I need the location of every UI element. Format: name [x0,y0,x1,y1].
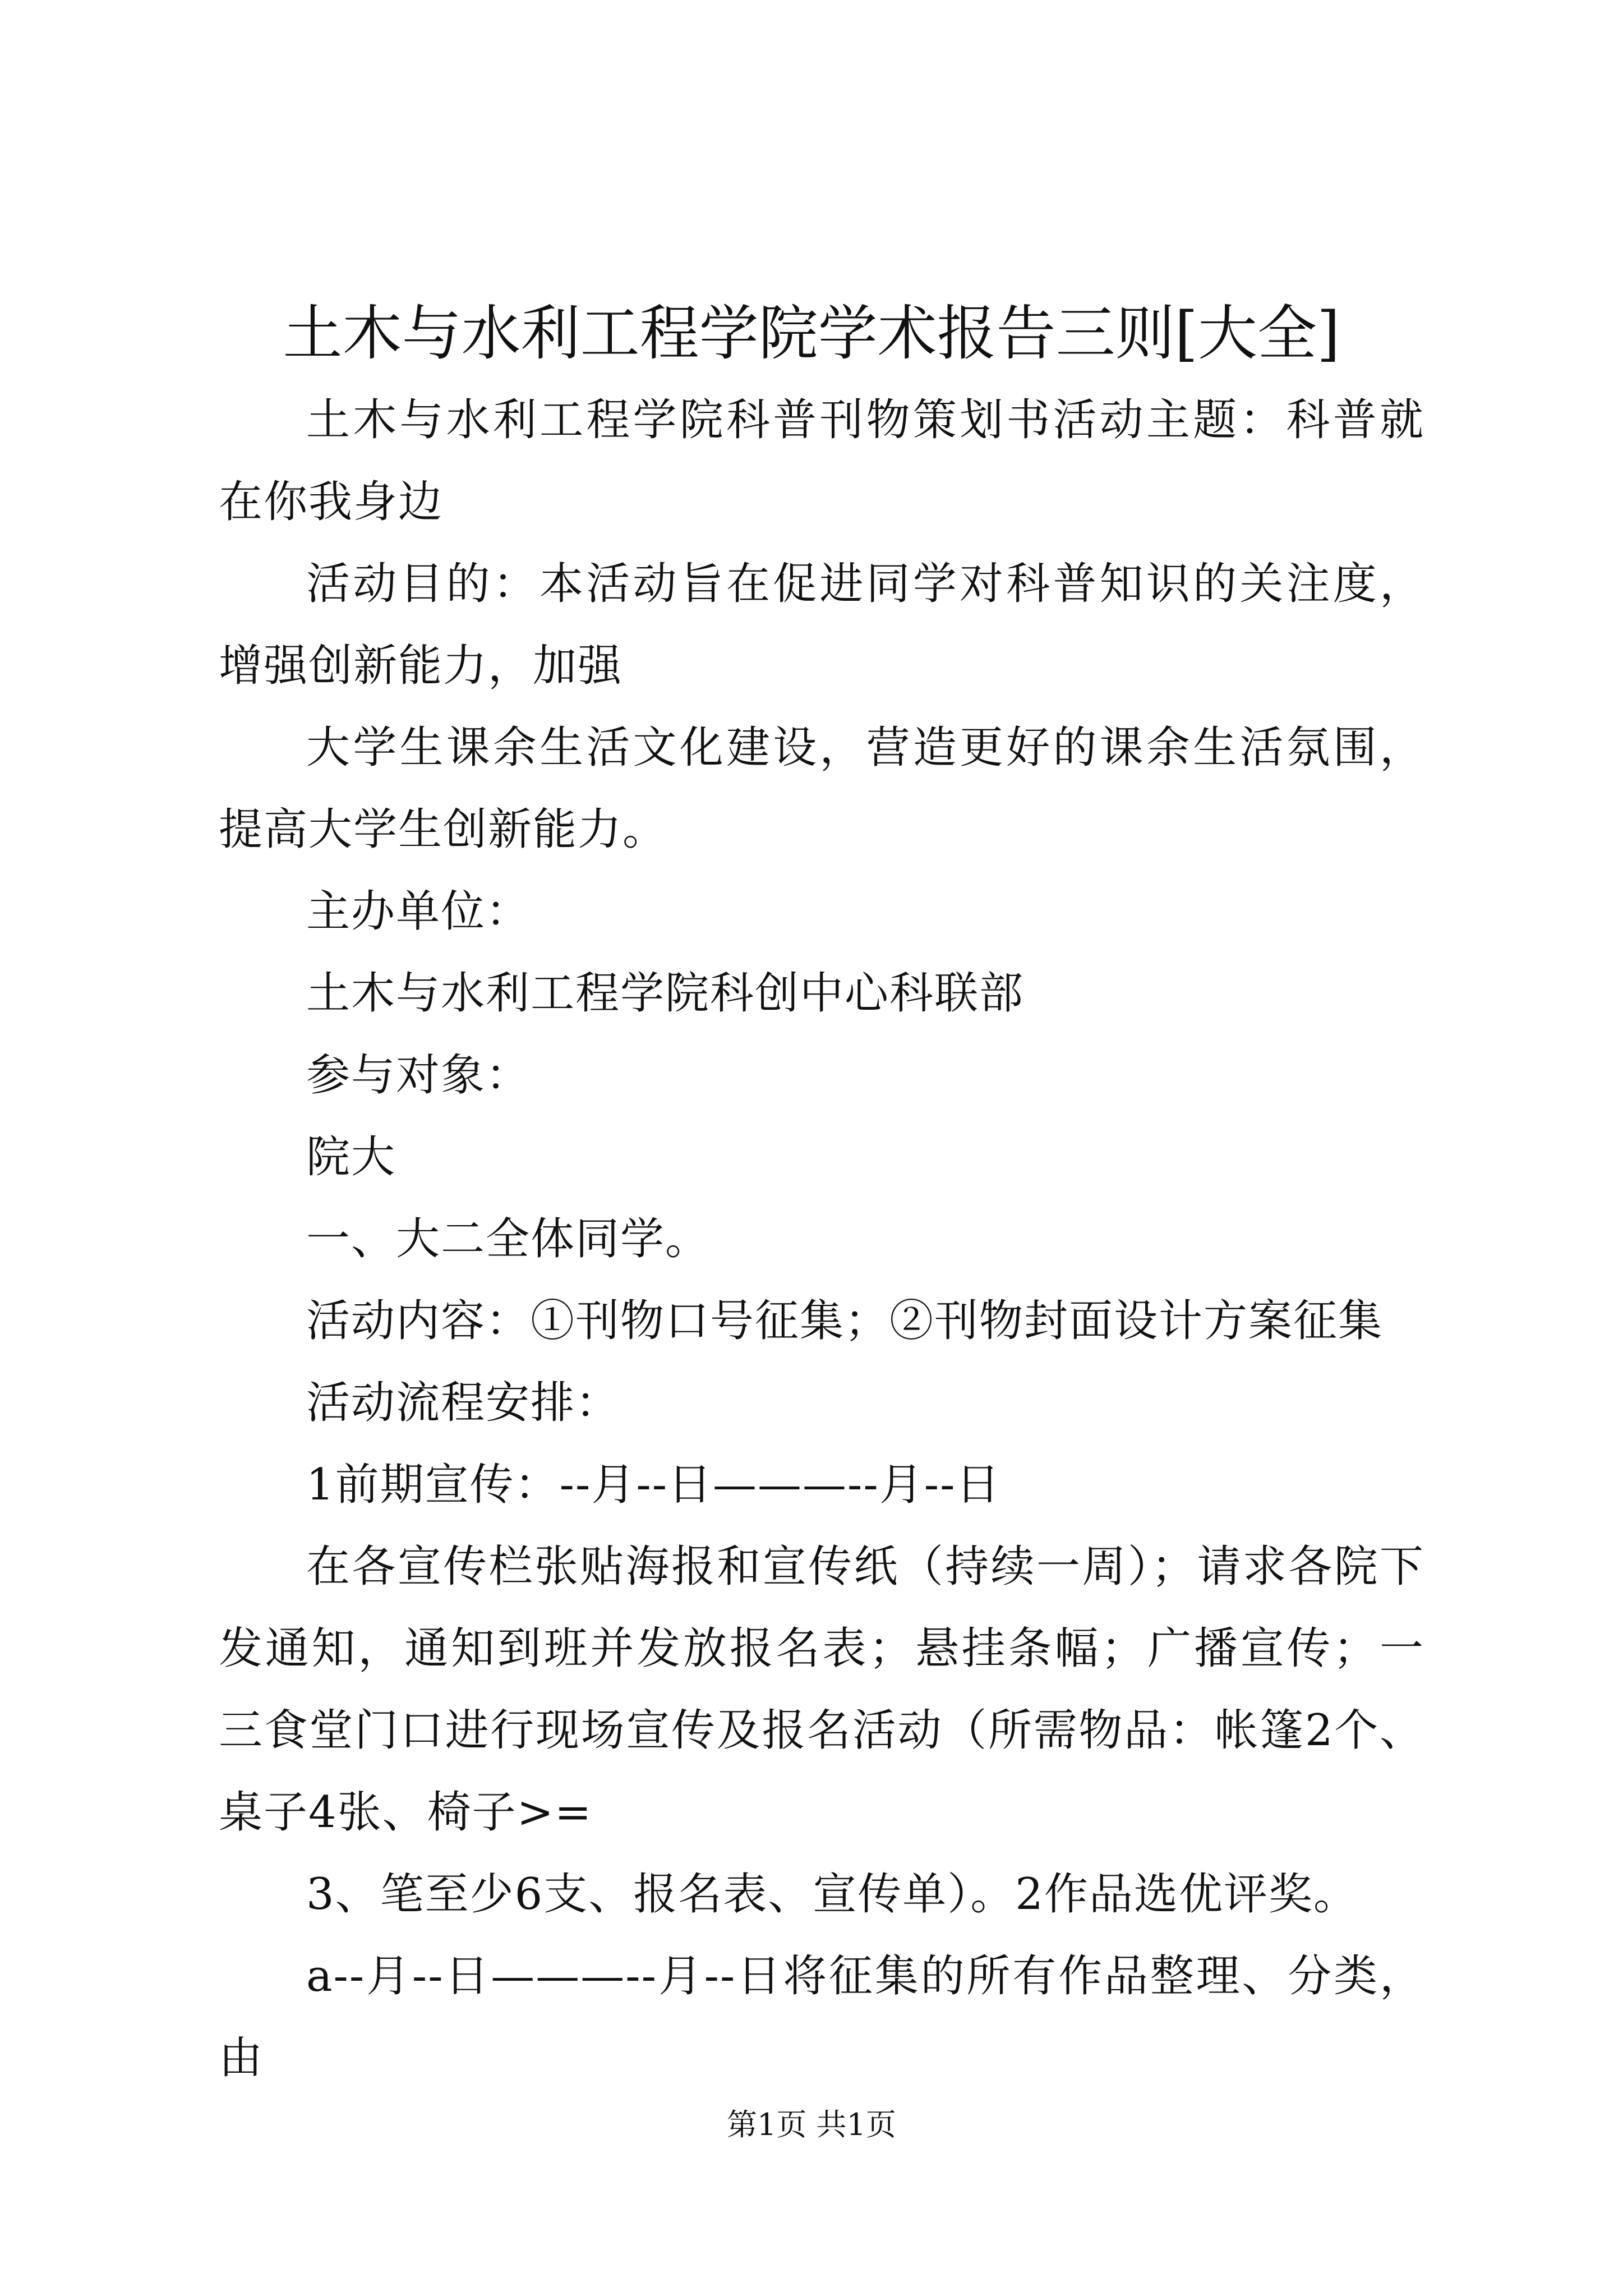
paragraph: 活动目的：本活动旨在促进同学对科普知识的关注度，增强创新能力，加强 [219,559,1424,691]
paragraph: 活动内容：①刊物口号征集；②刊物封面设计方案征集 [306,1296,1384,1346]
paragraph: 活动流程安排： [306,1378,621,1428]
paragraph: 主办单位： [306,886,531,937]
paragraph: 土木与水利工程学院科创中心科联部 [306,968,1025,1019]
paragraph: 院大 [306,1132,396,1182]
paragraph: 在各宣传栏张贴海报和宣传纸（持续一周）；请求各院下发通知，通知到班并发放报名表；悬挂条幅；广播宣传；一三食堂门口进行现场宣传及报名活动（所需物品：帐篷2个、桌子4张、椅子>= [219,1542,1424,1838]
paragraph: a--月--日———--月--日将征集的所有作品整理、分类，由 [219,1951,1424,2083]
document-body [219,379,1424,2099]
document-title: 土木与水利工程学院学术报告三则[大全] [283,299,1340,368]
paragraph: 参与对象： [306,1050,531,1101]
paragraph: 大学生课余生活文化建设，营造更好的课余生活氛围，提高大学生创新能力。 [219,723,1424,855]
paragraph: 一、大二全体同学。 [306,1214,711,1264]
paragraph: 1前期宣传：--月--日———--月--日 [306,1460,1001,1510]
page-footer: 第1页 共1页 [727,2107,896,2142]
paragraph: 土木与水利工程学院科普刊物策划书活动主题：科普就在你我身边 [219,395,1424,527]
paragraph: 3、笔至少6支、报名表、宣传单）。2作品选优评奖。 [306,1869,1358,1920]
